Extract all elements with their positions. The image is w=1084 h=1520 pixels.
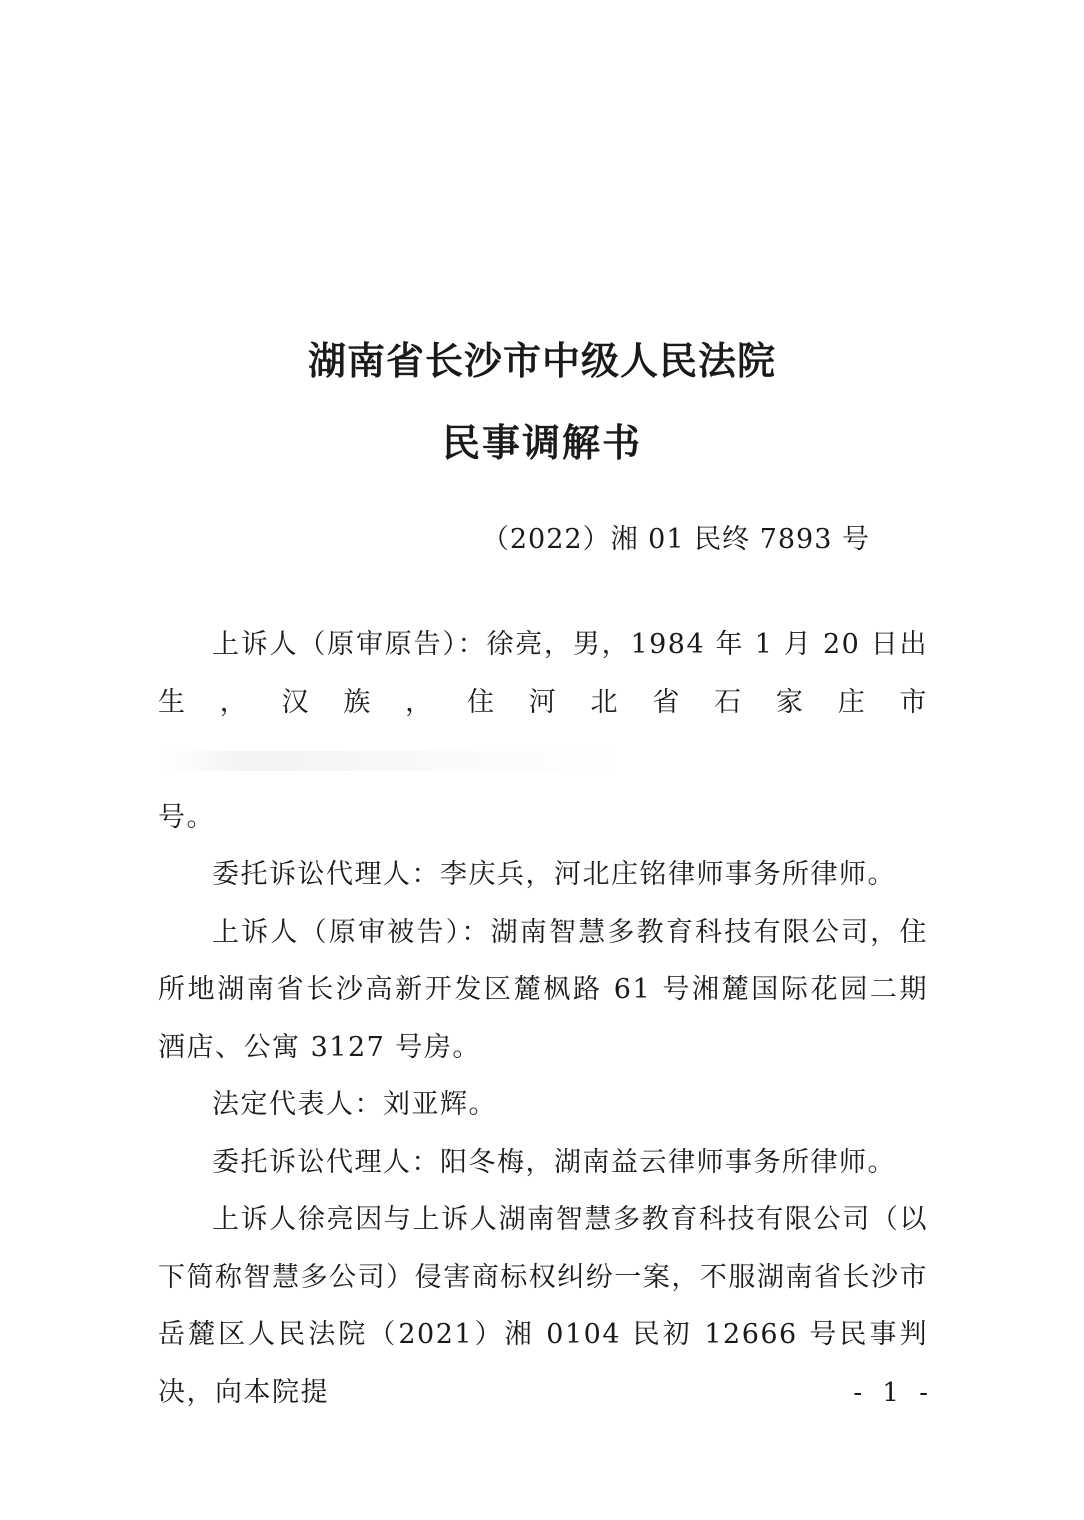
case-summary-paragraph: 上诉人徐亮因与上诉人湖南智慧多教育科技有限公司（以下简称智慧多公司）侵害商标权纠纷一案，不服湖南省长沙市岳麓区人民法院（2021）湘 0104 民初 12666 号民事判决，向本院提 [158,1204,928,1408]
case-number: （2022）湘 01 民终 7893 号 [481,524,870,555]
appellant-2-paragraph: 上诉人（原审被告）：湖南智慧多教育科技有限公司，住所地湖南省长沙高新开发区麓枫路 61 号湘麓国际花园二期酒店、公寓 3127 号房。 [158,916,928,1063]
document-type-heading: 民事调解书 [441,420,642,465]
agent-1-paragraph: 委托诉讼代理人：李庆兵，河北庄铭律师事务所律师。 [212,859,896,890]
page-number: - 1 - [853,1378,934,1408]
legal-representative-paragraph: 法定代表人：刘亚辉。 [212,1089,497,1120]
redacted-address [158,751,618,771]
appellant-1-paragraph [158,616,928,846]
court-name-heading: 湖南省长沙市中级人民法院 [307,338,776,383]
appellant-1-text-end: 号。 [158,801,215,833]
appellant-1-text: 上诉人（原审原告）：徐亮，男，1984 年 1 月 20 日出生，汉族，住河北省石家庄市 [158,629,928,718]
document-body [158,616,928,1421]
agent-2-paragraph: 委托诉讼代理人：阳冬梅，湖南益云律师事务所律师。 [212,1146,896,1178]
